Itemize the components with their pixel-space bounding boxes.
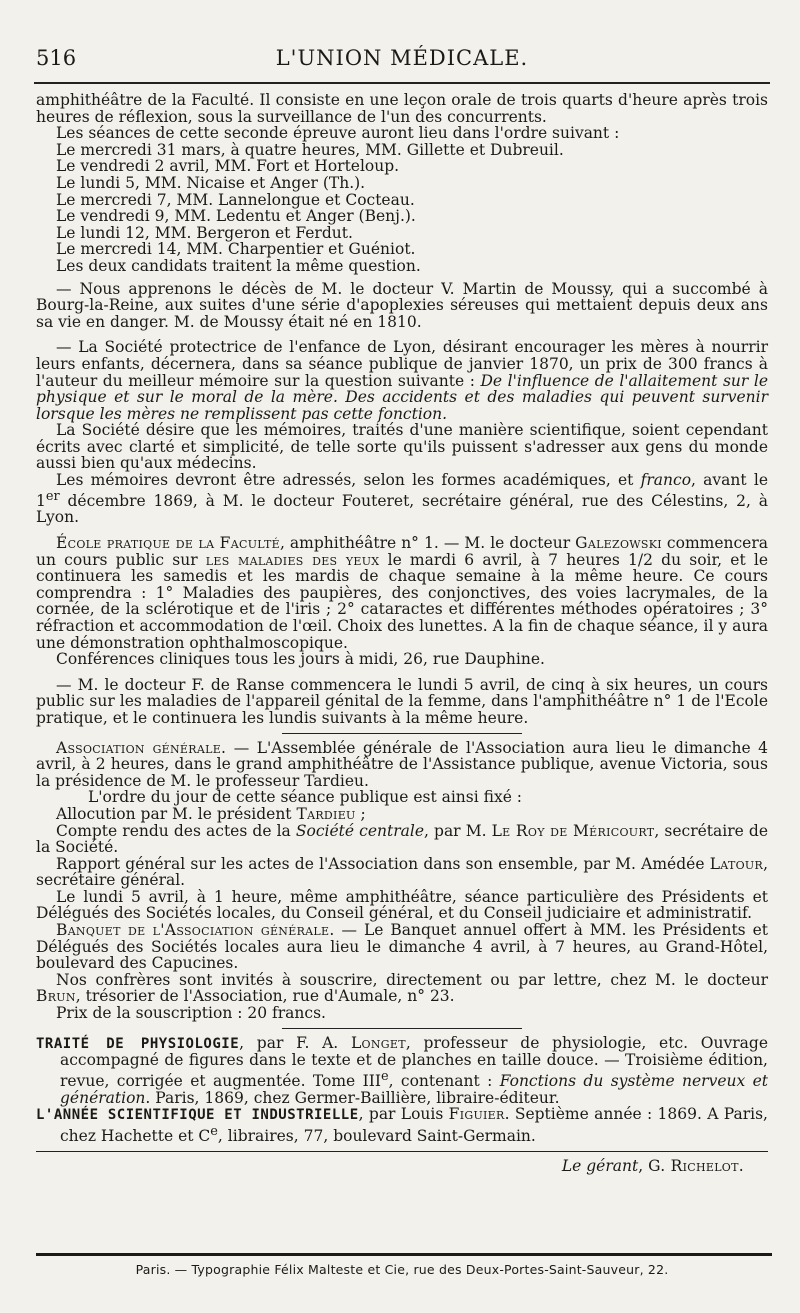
printer-imprint: Paris. — Typographie Félix Malteste et Cie, rue des Deux-Portes-Saint-Sauveur, 22. [135,1262,669,1277]
section-heading: École pratique de la Faculté [56,534,280,552]
signature: Le gérant, G. Richelot. [561,1156,744,1175]
article-body [36,92,768,1174]
prize-question: De l'influence de l'allaitement sur le physique et sur le moral de la mère. Des accidents et des maladies qui peuvent survenir lorsque les mères ne remplissent pas cette fonction. [36,371,768,423]
banquet-subscription: Nos confrères sont invités à souscrire, directement ou par lettre, chez M. le docteur Brun, trésorier de l'Association, rue d'Aumale, n° 23. [36,970,768,1006]
agenda-item: Compte rendu des actes de la Société centrale, par M. Le Roy de Méricourt, secrétaire de la Société. [36,821,768,857]
clinical-conferences: Conférences cliniques tous les jours à midi, 26, rue Dauphine. [56,650,545,669]
book-notice-physiologie: TRAITÉ DE PHYSIOLOGIE, par F. A. Longet, professeur de physiologie, etc. Ouvrage accompagné de figures dans le texte et de planches en taille douce. — Troisième édition, revue, corrigée et augmentée. Tome IIIe, contenant : Fonctions du système nerveux et génération. Paris, 1869, chez Germer-Baillière, libraire-éditeur. [36,1033,769,1107]
page-header [36,46,768,76]
banquet-announcement: Banquet de l'Association générale. — Le Banquet annuel offert à MM. les Présidents et Délégués des Sociétés locales aura lieu le dimanche 4 avril, à 7 heures, au Grand-Hôtel, boulevard des Capucines. [36,921,768,973]
schedule-item: Le lundi 5, MM. Nicaise et Anger (Th.). [56,173,366,192]
schedule-item: Le mercredi 31 mars, à quatre heures, MM. Gillette et Dubreuil. [56,140,564,159]
general-assembly: Association générale. — L'Assemblée générale de l'Association aura lieu le dimanche 4 avril, à 2 heures, dans le grand amphithéâtre de l'Assistance publique, avenue Victoria, sous la présidence de M. le professeur Tardieu. [36,738,768,790]
exam-description: amphithéâtre de la Faculté. Il consiste en une leçon orale de trois quarts d'heure après trois heures de réflexion, sous la surveillance de l'un des concurrents. [36,91,768,126]
section-separator [282,733,522,734]
header-rule [34,82,770,84]
section-separator [36,1151,768,1152]
schedule-item: Le lundi 12, MM. Bergeron et Ferdut. [56,223,353,242]
page-number: 516 [36,46,77,70]
schedule-item: Le mercredi 7, MM. Lannelongue et Cocteau. [56,190,415,209]
obituary-moussy: — Nous apprenons le décès de M. le docteur V. Martin de Moussy, qui a succombé à Bourg-la-Reine, aux suites d'une série d'apoplexies séreuses qui mettaient depuis deux ans sa vie en danger. M. de Moussy était né en 1810. [36,279,768,331]
agenda-intro: L'ordre du jour de cette séance publique est ainsi fixé : [88,788,523,807]
agenda-item: Rapport général sur les actes de l'Association dans son ensemble, par M. Amédée Latour, secrétaire général. [36,854,768,890]
subscription-price: Prix de la souscription : 20 francs. [56,1004,326,1023]
lyon-prize-announcement: — La Société protectrice de l'enfance de Lyon, désirant encourager les mères à nourrir leurs enfants, décernera, dans sa séance publique de janvier 1870, un prix de 300 francs à l'auteur du meilleur mémoire sur la question suivante : De l'influence de l'allaitement sur le physique et sur le moral de la mère. Des accidents et des maladies qui peuvent survenir lorsque les mères ne remplissent pas cette fonction. [36,338,768,423]
footer-rule [36,1253,772,1256]
schedule-item: Le vendredi 2 avril, MM. Fort et Horteloup. [56,157,400,176]
schedule-item: Le vendredi 9, MM. Ledentu et Anger (Benj.). [56,207,416,226]
section-heading: Association générale. [56,738,227,757]
exam-closing: Les deux candidats traitent la même question. [56,256,421,275]
agenda-item: Allocution par M. le président Tardieu ; [56,804,366,823]
ecole-pratique-course: École pratique de la Faculté, amphithéâtre n° 1. — M. le docteur Galezowski commencera un cours public sur les maladies des yeux le mardi 6 avril, à 7 heures 1/2 du soir, et le continuera les samedis et les mardis de chaque semaine à la même heure. Ce cours comprendra : 1° Maladies des paupières, des conjonctives, des voies lacrymales, de la cornée, de la sclérotique et de l'iris ; 2° cataractes et différentes méthodes opératoires ; 3° réfraction et accommodation de l'œil. Choix des lunettes. A la fin de chaque séance, il y aura une démonstration ophthalmoscopique. [36,534,769,652]
lyon-society-wish: La Société désire que les mémoires, traités d'une manière scientifique, soient cependant écrits avec clarté et simplicité, de telle sorte qu'ils puissent s'adresser aux gens du monde aussi bien qu'aux médecins. [36,421,768,473]
running-title: L'UNION MÉDICALE. [275,46,529,70]
section-separator [282,1028,522,1029]
exam-schedule [36,142,768,258]
special-session: Le lundi 5 avril, à 1 heure, même amphithéâtre, séance particulière des Présidents et Délégués des Sociétés locales, du Conseil général, et du Conseil judiciaire et administratif. [36,887,768,923]
lyon-submission-info: Les mémoires devront être adressés, selon les formes académiques, et franco, avant le 1er décembre 1869, à M. le docteur Fouteret, secrétaire général, rue des Célestins, 2, à Lyon. [36,471,768,527]
section-heading: Banquet de l'Association générale. [56,921,335,940]
book-notice-annee-scientifique: L'ANNÉE SCIENTIFIQUE ET INDUSTRIELLE, par Louis Figuier. Septième année : 1869. A Paris, chez Hachette et Ce, libraires, 77, boulevard Saint-Germain. [36,1105,768,1145]
ranse-course: — M. le docteur F. de Ranse commencera le lundi 5 avril, de cinq à six heures, un cours public sur les maladies de l'appareil génital de la femme, dans l'amphithéâtre n° 1 de l'Ecole pratique, et le continuera les lundis suivants à la même heure. [36,675,768,727]
exam-order-intro: Les séances de cette seconde épreuve auront lieu dans l'ordre suivant : [56,124,620,143]
schedule-item: Le mercredi 14, MM. Charpentier et Guéniot. [56,240,416,259]
